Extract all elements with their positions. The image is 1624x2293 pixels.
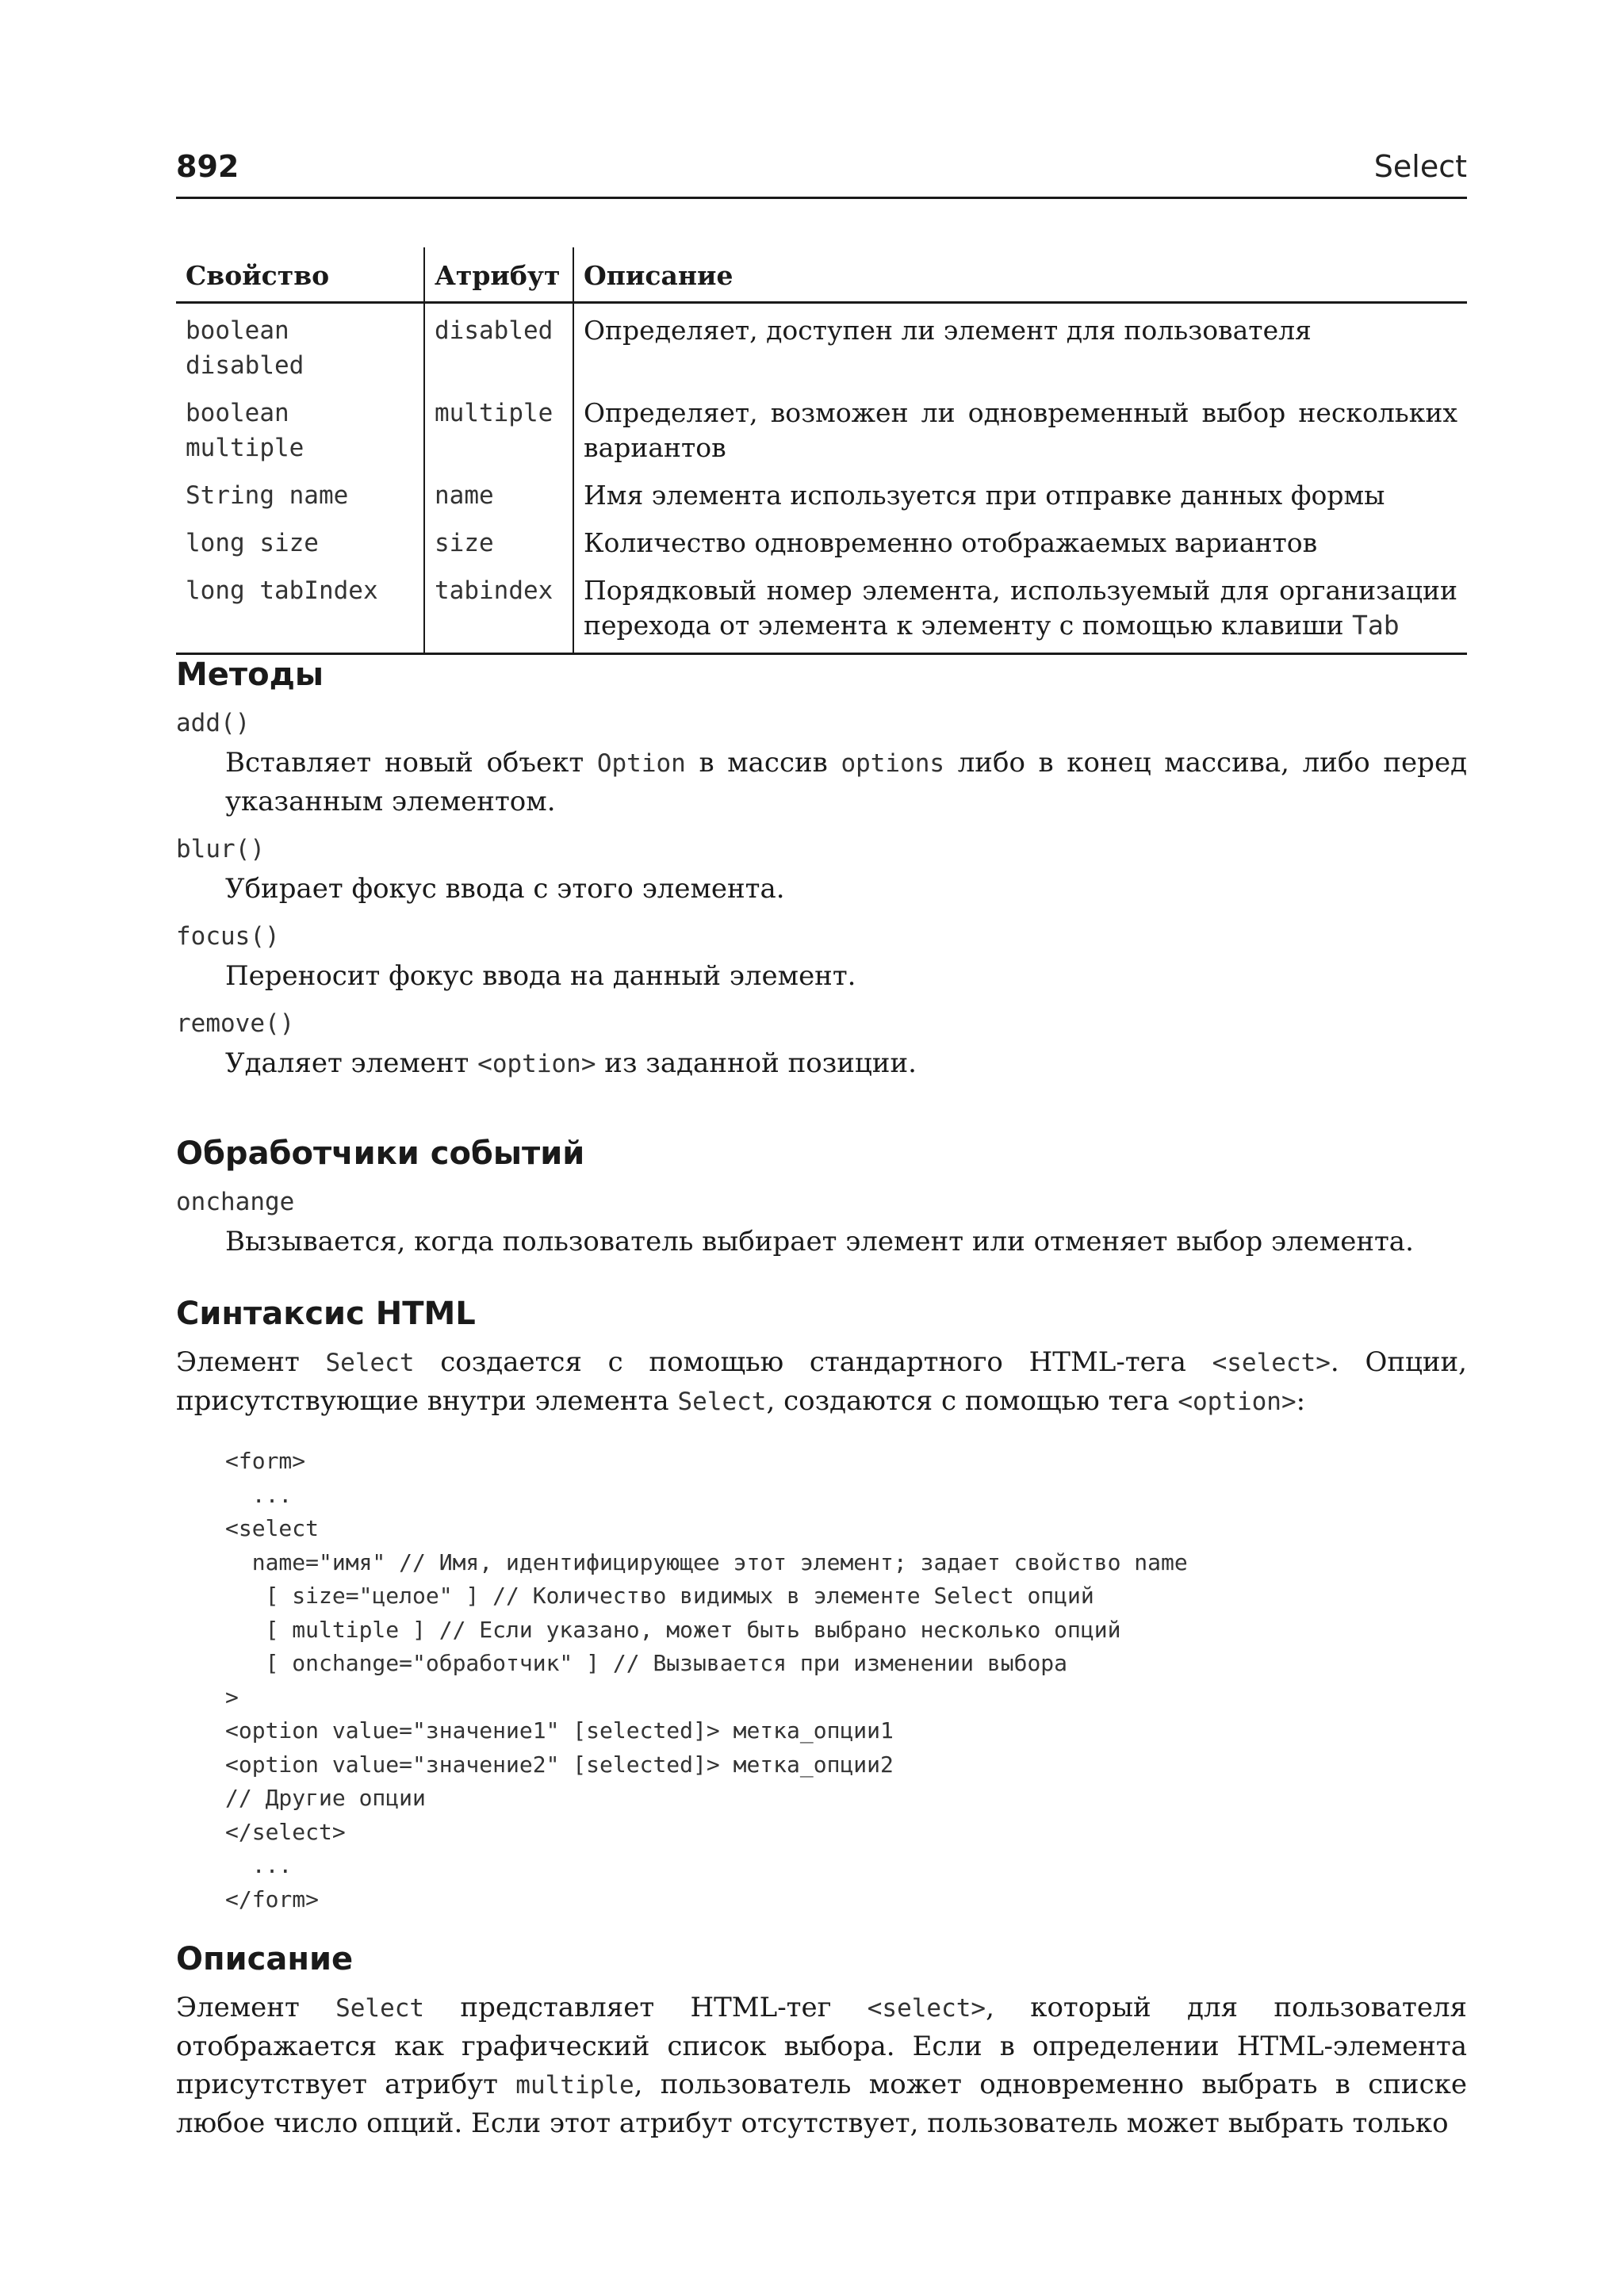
text: Элемент: [176, 1346, 326, 1378]
section-heading: Описание: [176, 1941, 354, 1977]
properties-table: [176, 247, 1467, 655]
cell-description: Количество одновременно отображаемых вариантов: [584, 527, 1318, 558]
inline-code: multiple: [515, 2071, 634, 2100]
code-line: <form>: [225, 1448, 306, 1474]
column-header-description: Описание: [573, 247, 1467, 303]
table-row: [176, 469, 1467, 516]
table-row: [176, 303, 1467, 387]
text: либо в конец массива, либо перед указанным элементом.: [225, 747, 1467, 817]
cell-property: long tabIndex: [176, 564, 424, 654]
event-description: Вызывается, когда пользователь выбирает элемент или отменяет выбор элемента.: [225, 1226, 1414, 1258]
running-title: Select: [1373, 149, 1467, 184]
cell-description: [573, 564, 1467, 654]
running-header: [176, 149, 1467, 199]
column-header-attribute: Атрибут: [424, 247, 573, 303]
cell-description: Имя элемента используется при отправке данных формы: [584, 480, 1385, 511]
code-line: <option value="значение2" [selected]> метка_опции2: [225, 1751, 894, 1778]
code-line: [ multiple ] // Если указано, может быть выбрано несколько опций: [225, 1616, 1121, 1643]
description-text: Порядковый номер элемента, используемый для организации перехода от элемента к элементу с помощью клавиши: [584, 575, 1457, 641]
code-line: <select: [225, 1515, 320, 1541]
method-description: Переносит фокус ввода на данный элемент.: [225, 960, 856, 992]
inline-code: <option>: [477, 1050, 596, 1078]
cell-property: boolean multiple: [176, 386, 424, 469]
method-name: blur(): [176, 835, 265, 863]
text: в массив: [685, 747, 841, 779]
text: из заданной позиции.: [596, 1047, 917, 1079]
inline-code: <option>: [1178, 1388, 1297, 1416]
text: , создаются с помощью тега: [766, 1385, 1178, 1417]
inline-code: <select>: [1212, 1349, 1331, 1377]
table-header-row: [176, 247, 1467, 303]
cell-attribute: tabindex: [424, 564, 573, 654]
code-line: </form>: [225, 1885, 320, 1912]
method-description: Убирает фокус ввода с этого элемента.: [225, 873, 785, 905]
syntax-paragraph: [176, 1343, 1467, 1421]
inline-code: Select: [335, 1994, 425, 2023]
text: создается с помощью стандартного HTML-тега: [414, 1346, 1212, 1378]
cell-attribute: multiple: [424, 386, 573, 469]
method-description: [225, 744, 1467, 821]
method-name: focus(): [176, 922, 280, 951]
table-row: [176, 564, 1467, 654]
events-section: [176, 1134, 1467, 1267]
methods-section: [176, 655, 1467, 1089]
text: , пользователь может одновременно выбрать в списке любое число опций. Если этот атрибут отсутствует, пользователь может выбрать только: [176, 2069, 1467, 2139]
cell-property: boolean disabled: [176, 303, 424, 387]
method-description: [225, 1044, 1467, 1083]
cell-description: Определяет, доступен ли элемент для пользователя: [584, 315, 1312, 346]
inline-code: Select: [325, 1349, 415, 1377]
text: Вставляет новый объект: [225, 747, 597, 779]
column-header-property: Свойство: [176, 247, 424, 303]
method-name: add(): [176, 709, 251, 737]
text: , который для пользователя отображается как графический список выбора. Если в определении HTML-элемента присутствует атрибут: [176, 1992, 1467, 2100]
inline-code: <select>: [867, 1994, 986, 2023]
text: . Опции, присутствующие внутри элемента: [176, 1346, 1467, 1417]
code-line: >: [225, 1683, 239, 1710]
inline-code: options: [841, 749, 945, 778]
table-row: [176, 516, 1467, 564]
code-line: ...: [225, 1852, 293, 1878]
text: Элемент: [176, 1992, 336, 2023]
section-heading: Методы: [176, 657, 324, 693]
section-heading: Синтаксис HTML: [176, 1296, 476, 1332]
text: представляет HTML-тег: [424, 1992, 868, 2023]
table-row: [176, 386, 1467, 469]
event-name: onchange: [176, 1188, 295, 1216]
code-line: [ onchange="обработчик" ] // Вызывается при изменении выбора: [225, 1650, 1068, 1676]
code-line: <option value="значение1" [selected]> метка_опции1: [225, 1717, 894, 1744]
code-line: name="имя" // Имя, идентифицирующее этот элемент; задает свойство name: [225, 1548, 1188, 1575]
text: :: [1296, 1385, 1306, 1417]
page-number: 892: [176, 149, 239, 184]
cell-attribute: disabled: [424, 303, 573, 387]
inline-code: Select: [677, 1388, 767, 1416]
cell-description: Определяет, возможен ли одновременный выбор нескольких вариантов: [584, 397, 1457, 463]
code-line: [ size="целое" ] // Количество видимых в элементе Select опций: [225, 1583, 1094, 1609]
section-heading: Обработчики событий: [176, 1135, 585, 1172]
method-name: remove(): [176, 1009, 295, 1038]
code-line: </select>: [225, 1818, 346, 1845]
inline-code: Tab: [1352, 610, 1400, 641]
cell-attribute: name: [424, 469, 573, 516]
cell-attribute: size: [424, 516, 573, 564]
inline-code: Option: [596, 749, 686, 778]
description-paragraph: [176, 1989, 1467, 2142]
code-line: ...: [225, 1481, 293, 1508]
text: Удаляет элемент: [225, 1047, 478, 1079]
code-line: // Другие опции: [225, 1785, 426, 1811]
description-section: [176, 1939, 1467, 2142]
code-listing: [225, 1445, 1467, 1916]
syntax-section: [176, 1294, 1467, 1421]
cell-property: long size: [176, 516, 424, 564]
cell-property: String name: [176, 469, 424, 516]
